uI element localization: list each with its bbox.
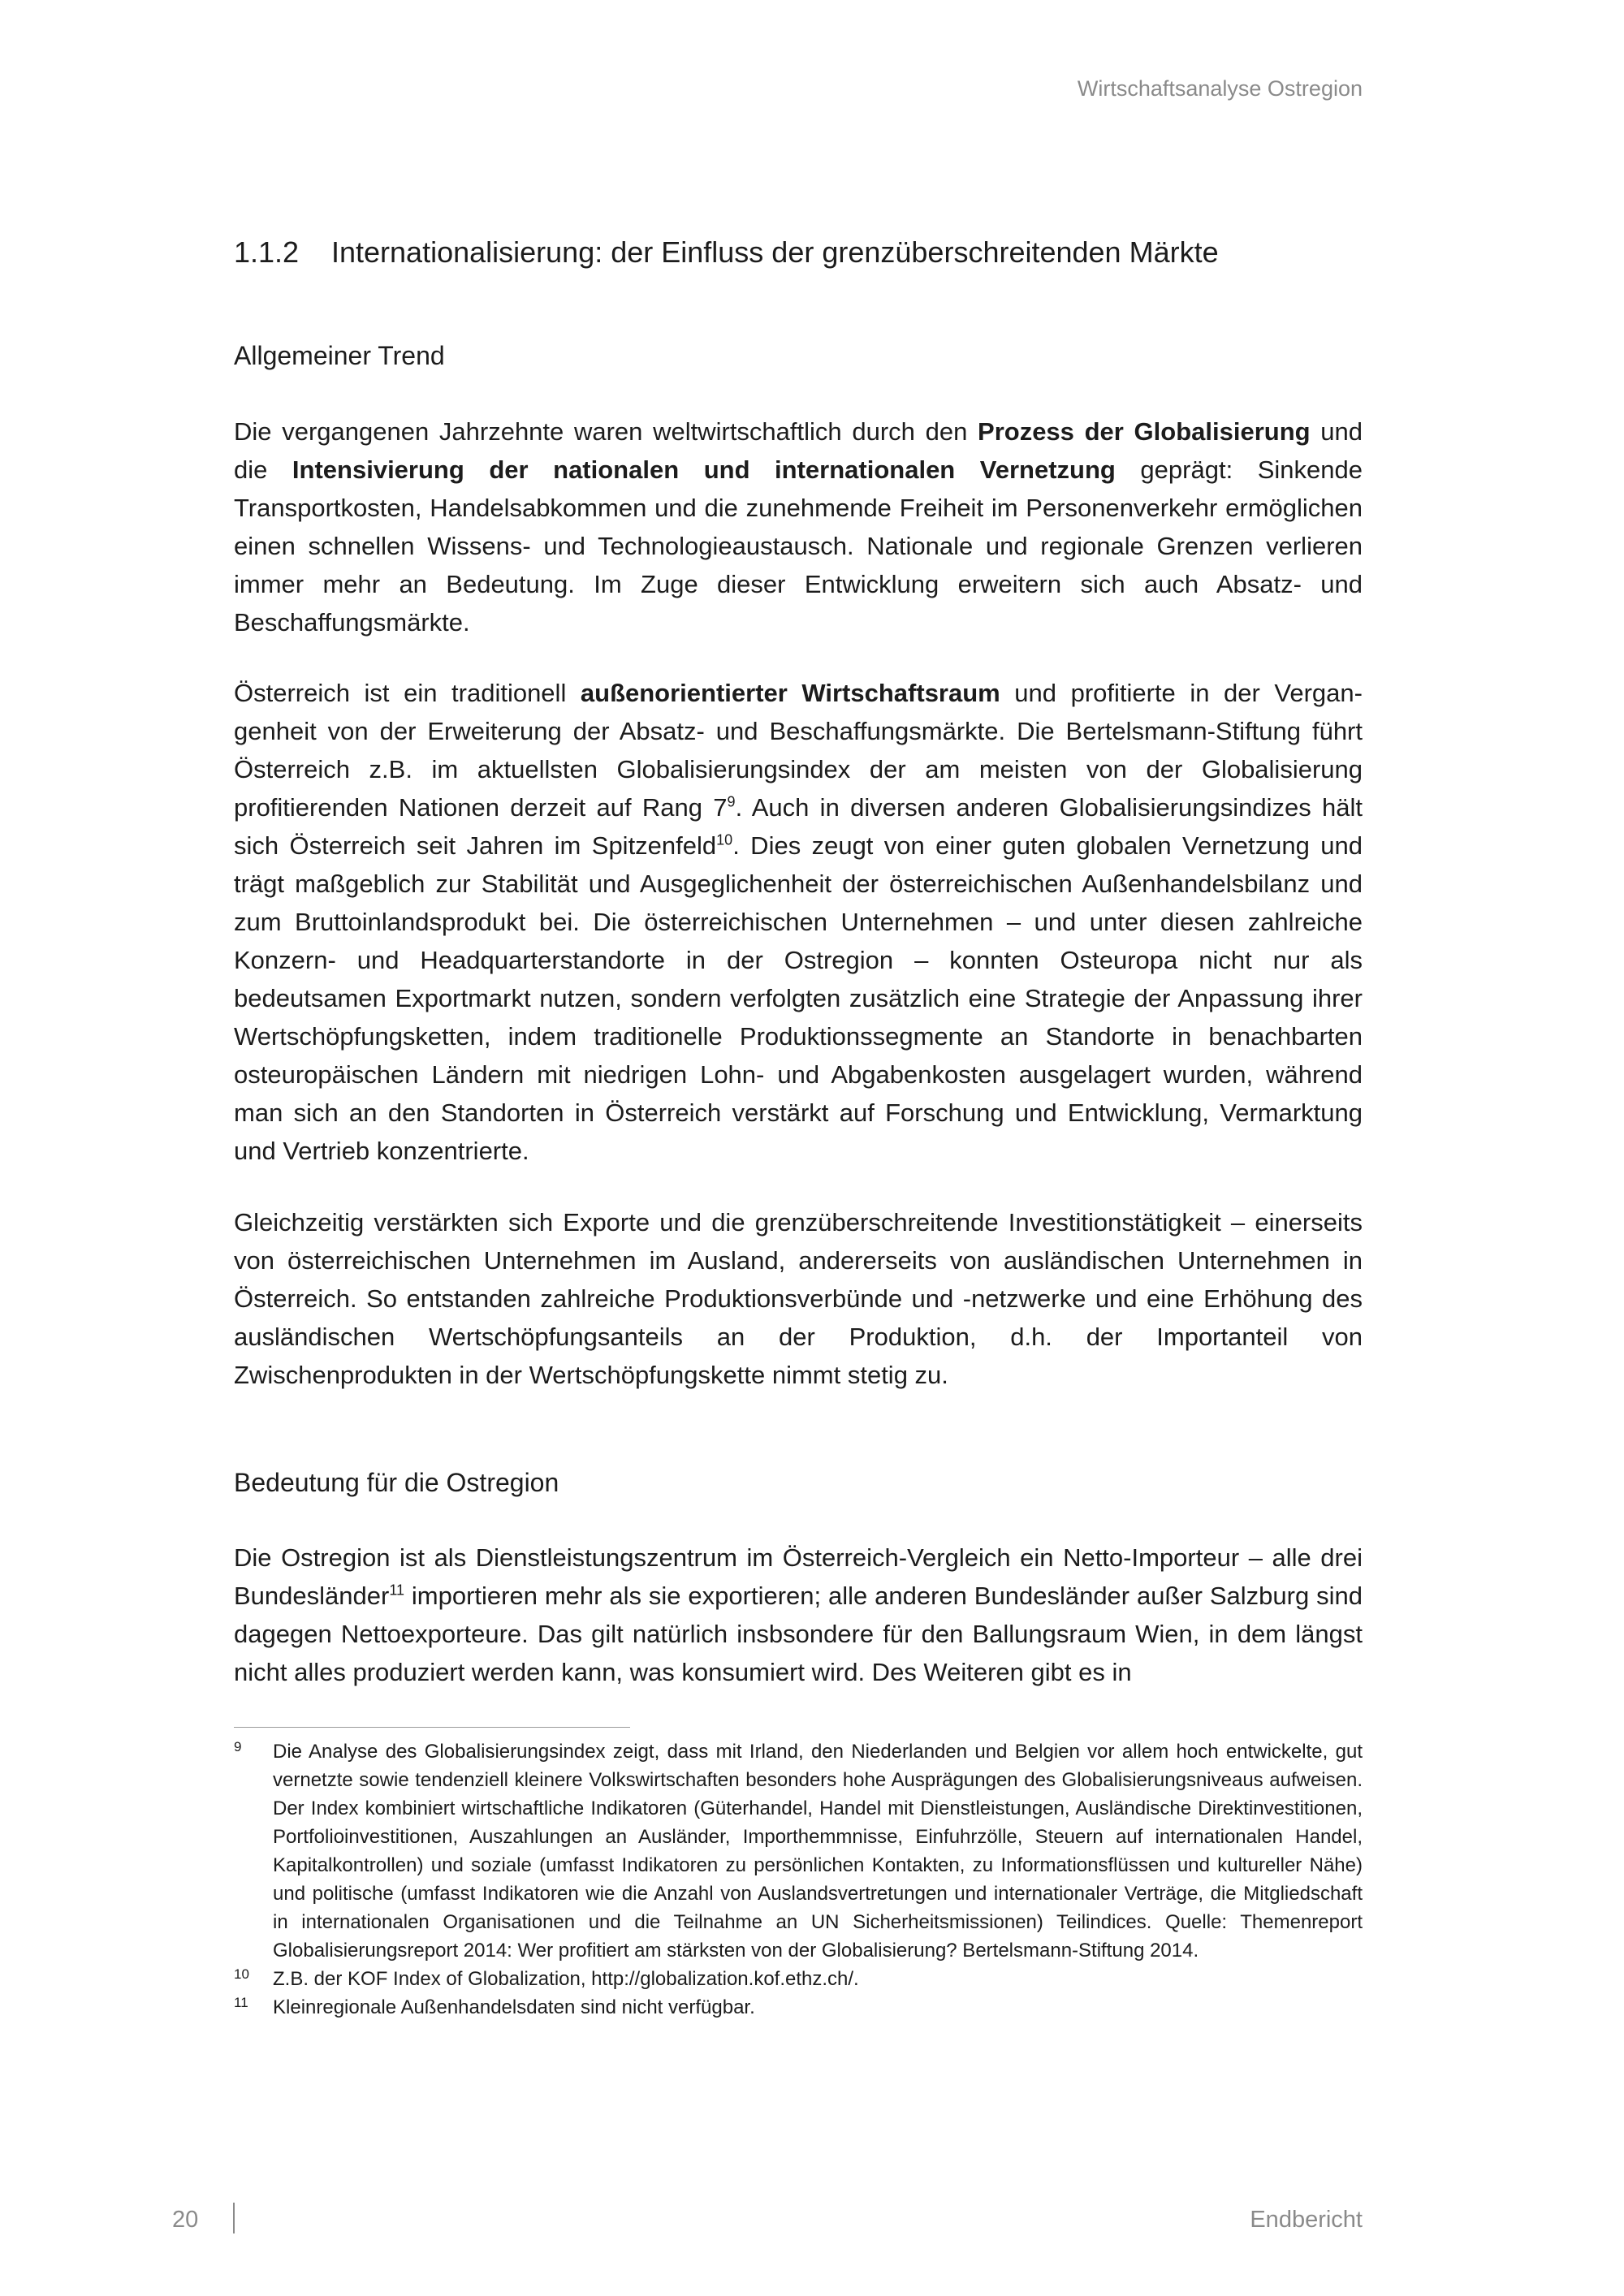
footnotes (234, 1737, 1363, 2022)
running-header: Wirtschaftsanalyse Ostregion (1077, 76, 1363, 101)
footnote-separator (234, 1727, 630, 1728)
footnote-mark: 10 (234, 1966, 249, 1982)
subheading-trend: Allgemeiner Trend (234, 341, 445, 370)
p2-text-c: und profitierte in der Vergangenheit von der Erweiterung der Absatz- und Beschaffungsmärkte. Die Bertelsmann-Stiftung führt Österreich z.B. im aktuellsten Globalisierungsindex der am meisten von der Globalisierung profitierenden Nationen derzeit auf Rang 7 (234, 679, 1363, 822)
footnote-ref-10[interactable]: 10 (716, 831, 733, 848)
footnote-text: Die Analyse des Globalisierungsindex zeigt, dass mit Irland, den Niederlanden und Belgien vor allem hoch entwickelte, gut vernetzte sowie tendenziell kleinere Volkswirtschaften besonders hohe Ausprägungen des Globalisierungsniveaus aufweisen. Der Index kombiniert wirtschaftliche Indikatoren (Güterhandel, Handel mit Dienstleistungen, Ausländische Direktinvestitionen, Portfolioinvestitionen, Auszahlungen an Ausländer, Importhemmnisse, Einfuhrzölle, Steuern auf internationalen Handel, Kapitalkontrollen) und soziale (umfasst Indikatoren zu persönlichen Kontakten, zu Informationsflüssen und kultureller Nähe) und politische (umfasst Indikatoren wie die Anzahl von Auslandsvertretungen und internationaler Verträge, die Mitgliedschaft in internationalen Organisationen und die Teilnahme an UN Sicherheitsmissionen) Teilindices. Quelle: Themenreport Globalisierungsreport 2014: Wer profitiert am stärksten von der Globalisierung? Bertelsmann-Stiftung 2014. (273, 1741, 1363, 1962)
p4-text-b: importieren mehr als sie exportieren; alle anderen Bundesländer außer Salzburg sind dagegen Nettoexporteure. Das gilt natürlich insbsondere für den Ballungsraum Wien, in dem längst nicht alles produziert werden kann, was konsumiert wird. Des Weiteren gibt es in (234, 1582, 1363, 1686)
footer-report-label: Endbericht (1250, 2207, 1363, 2233)
footnote-9 (234, 1737, 1363, 1965)
paragraph-2 (234, 674, 1363, 1170)
p2-bold-wirtschaftsraum: außenorientierter Wirtschaftsraum (580, 679, 1000, 707)
footnote-11 (234, 1993, 1363, 2022)
paragraph-4 (234, 1539, 1363, 1691)
section-title (234, 235, 1219, 270)
p1-bold-vernetzung: Intensivierung der nationalen und internationalen Vernetzung (292, 455, 1116, 484)
footnote-text: Kleinregionale Außenhandelsdaten sind nicht verfügbar. (273, 1996, 755, 2018)
p1-text-d: geprägt: Sinkende Transportkosten, Handelsabkommen und die zunehmende Freiheit im Personenverkehr ermöglichen einen schnellen Wissens- und Technologieaustausch. Nationale und regionale Grenzen verlieren immer mehr an Bedeutung. Im Zuge dieser Entwicklung erweitern sich auch Absatz- und Beschaffungsmärkte. (234, 455, 1363, 637)
section-number: 1.1.2 (234, 235, 300, 269)
paragraph-1 (234, 412, 1363, 641)
paragraph-3: Gleichzeitig verstärkten sich Exporte und die grenzüberschreitende Investitionstätigkeit – einerseits von österreichischen Unternehmen im Ausland, andererseits von ausländischen Unternehmen in Österreich. So entstanden zahlreiche Produktionsverbünde und -netzwerke und eine Erhöhung des ausländischen Wertschöpfungsanteils an der Produktion, d.h. der Importanteil von Zwischenprodukten in der Wertschöpfungskette nimmt stetig zu. (234, 1208, 1363, 1389)
p4-text-a: Die Ostregion ist als Dienstleistungszentrum im Österreich-Vergleich ein Netto-Importeur – alle drei Bundesländer (234, 1543, 1363, 1610)
subheading-ostregion: Bedeutung für die Ostregion (234, 1468, 559, 1497)
footnote-ref-11[interactable]: 11 (389, 1582, 405, 1599)
footnote-ref-9[interactable]: 9 (727, 793, 736, 810)
p2-text-a: Österreich ist ein traditionell (234, 679, 581, 707)
footnote-mark: 9 (234, 1739, 242, 1754)
p1-text-a: Die vergangenen Jahrzehnte waren weltwirtschaftlich durch den (234, 417, 978, 446)
footnote-mark: 11 (234, 1995, 248, 2010)
p1-text-c: und die (234, 417, 1363, 484)
footnote-text: Z.B. der KOF Index of Globalization, http://globalization.kof.ethz.ch/. (273, 1968, 859, 1990)
p2-text-d: . Auch in diversen anderen Globalisierungsindizes hält sich Österreich seit Jahren im Spitzenfeld (234, 793, 1363, 860)
p1-bold-globalisierung: Prozess der Globalisierung (978, 417, 1311, 446)
footnote-10 (234, 1965, 1363, 1993)
footer-divider (233, 2203, 235, 2233)
section-title-text: Internationalisierung: der Einfluss der grenzüberschreitenden Märkte (331, 235, 1219, 269)
p2-text-e: . Dies zeugt von einer guten globalen Vernetzung und trägt maßgeblich zur Stabilität und Ausgeglichenheit der österreichischen Außenhandelsbilanz und zum Bruttoinlandsprodukt bei. Die österreichischen Unternehmen – und unter diesen zahlreiche Konzern- und Headquarterstandorte in der Ostregion – konnten Osteuropa nicht nur als bedeutsamen Exportmarkt nutzen, sondern verfolgten zusätzlich eine Strategie der Anpassung ihrer Wertschöpfungsketten, indem traditionelle Produktionssegmente an Standorte in benachbarten osteuropäischen Ländern mit niedrigen Lohn- und Abgabenkosten ausgelagert wurden, während man sich an den Standorten in Österreich verstärkt auf Forschung und Entwicklung, Vermarktung und Vertrieb konzentrierte. (234, 831, 1363, 1165)
page-number: 20 (172, 2207, 199, 2233)
